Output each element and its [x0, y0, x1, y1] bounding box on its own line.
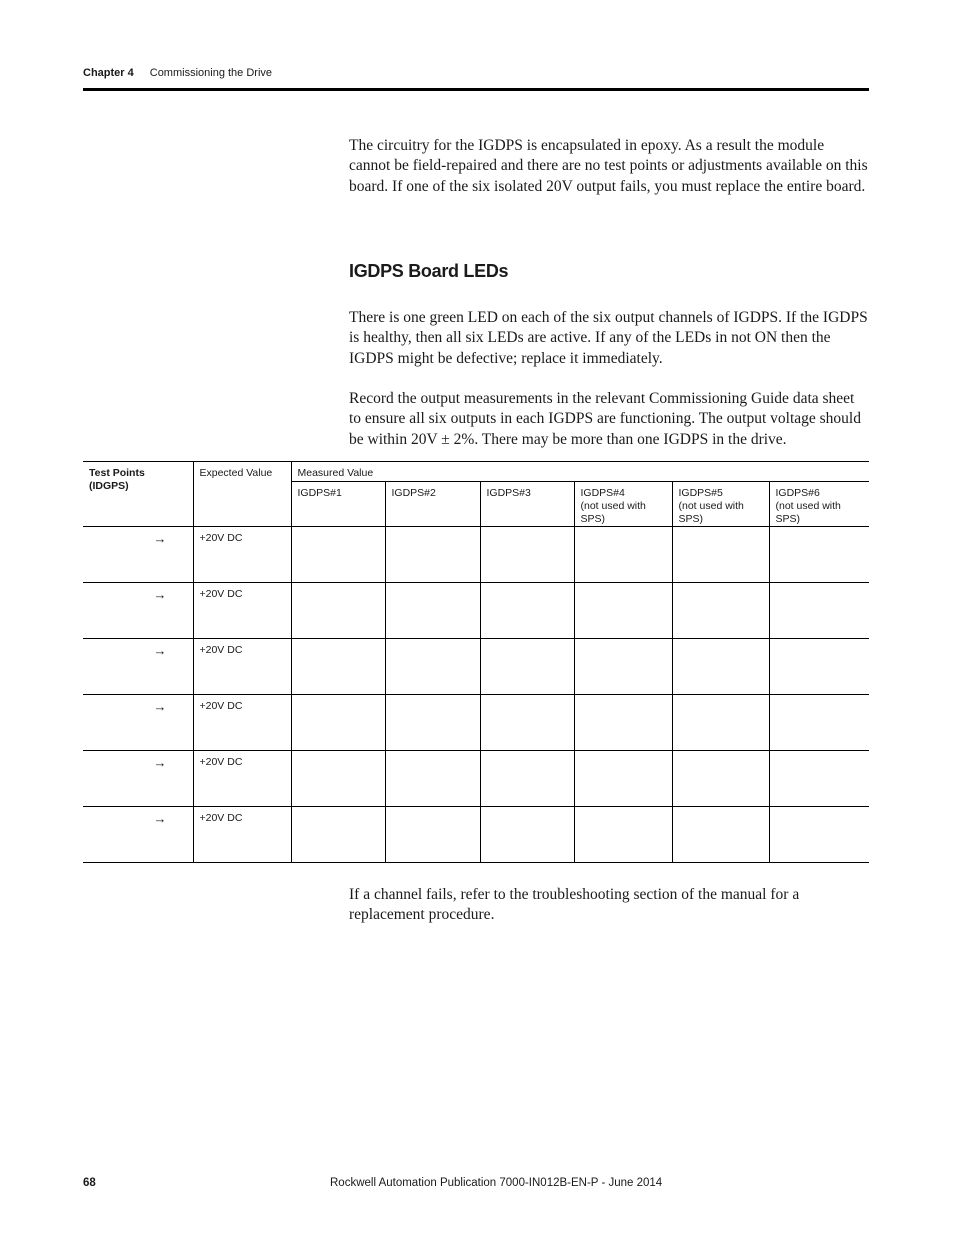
section-title: Commissioning the Drive — [149, 67, 273, 79]
chapter-label: Chapter 4 — [83, 67, 134, 79]
expected-value-cell: +20V DC — [193, 527, 291, 583]
measured-cell — [769, 583, 869, 639]
arrow-right-icon: → — [83, 807, 193, 863]
measured-cell — [574, 751, 672, 807]
page-header — [83, 67, 869, 79]
measured-cell — [574, 583, 672, 639]
measured-cell — [291, 695, 385, 751]
measurement-table — [83, 461, 869, 863]
arrow-right-icon: → — [83, 639, 193, 695]
igdps-column-header: IGDPS#4 (not used with SPS) — [574, 482, 672, 527]
igdps-column-header: IGDPS#3 — [480, 482, 574, 527]
measured-cell — [769, 639, 869, 695]
measured-cell — [480, 807, 574, 863]
measured-cell — [291, 807, 385, 863]
measured-cell — [480, 639, 574, 695]
measured-cell — [480, 583, 574, 639]
igdps-column-header: IGDPS#6 (not used with SPS) — [769, 482, 869, 527]
measured-cell — [672, 751, 769, 807]
measured-cell — [672, 583, 769, 639]
page-number: 68 — [83, 1177, 96, 1189]
measured-value-header: Measured Value — [291, 462, 869, 482]
measured-cell — [291, 751, 385, 807]
measured-cell — [769, 807, 869, 863]
expected-value-cell: +20V DC — [193, 639, 291, 695]
measured-cell — [672, 695, 769, 751]
measured-cell — [385, 751, 480, 807]
arrow-right-icon: → — [83, 751, 193, 807]
expected-value-header: Expected Value — [193, 462, 291, 527]
table-row — [83, 695, 869, 751]
publication-info: Rockwell Automation Publication 7000-IN012B-EN-P - June 2014 — [330, 1177, 663, 1189]
measured-cell — [769, 695, 869, 751]
measured-cell — [480, 751, 574, 807]
measured-cell — [769, 751, 869, 807]
measured-cell — [574, 695, 672, 751]
arrow-right-icon: → — [83, 583, 193, 639]
measured-cell — [291, 527, 385, 583]
table-row — [83, 751, 869, 807]
measured-cell — [574, 807, 672, 863]
arrow-right-icon: → — [83, 695, 193, 751]
measured-cell — [480, 695, 574, 751]
measured-cell — [480, 527, 574, 583]
igdps-column-header: IGDPS#1 — [291, 482, 385, 527]
measured-cell — [672, 807, 769, 863]
measured-cell — [769, 527, 869, 583]
measured-cell — [385, 527, 480, 583]
table-row — [83, 639, 869, 695]
record-paragraph: Record the output measurements in the relevant Commissioning Guide data sheet to ensure all six outputs in each IGDPS are functioning. The output voltage should be within 20V ± 2%. There may be more than one IGDPS in the drive. — [349, 390, 861, 448]
measured-cell — [672, 527, 769, 583]
measured-cell — [291, 583, 385, 639]
expected-value-cell: +20V DC — [193, 583, 291, 639]
expected-value-cell: +20V DC — [193, 751, 291, 807]
closing-paragraph: If a channel fails, refer to the troubleshooting section of the manual for a replacement procedure. — [349, 886, 800, 924]
measured-cell — [385, 807, 480, 863]
measured-cell — [574, 639, 672, 695]
measured-cell — [574, 527, 672, 583]
igdps-column-header: IGDPS#5 (not used with SPS) — [672, 482, 769, 527]
expected-value-cell: +20V DC — [193, 807, 291, 863]
section-heading: IGDPS Board LEDs — [349, 261, 509, 281]
intro-paragraph: The circuitry for the IGDPS is encapsulated in epoxy. As a result the module cannot be field-repaired and there are no test points or adjustments available on this board. If one of the six isolated 20V output fails, you must replace the entire board. — [349, 137, 868, 195]
arrow-right-icon: → — [83, 527, 193, 583]
measured-cell — [385, 639, 480, 695]
test-points-header: Test Points (IDGPS) — [83, 462, 193, 527]
table-row — [83, 583, 869, 639]
measured-cell — [385, 695, 480, 751]
measured-cell — [291, 639, 385, 695]
table-row — [83, 807, 869, 863]
expected-value-cell: +20V DC — [193, 695, 291, 751]
table-row — [83, 527, 869, 583]
measured-cell — [385, 583, 480, 639]
igdps-column-header: IGDPS#2 — [385, 482, 480, 527]
leds-paragraph: There is one green LED on each of the six output channels of IGDPS. If the IGDPS is healthy, then all six LEDs are active. If any of the LEDs in not ON then the IGDPS might be defective; replace it immediately. — [349, 309, 868, 367]
header-rule — [83, 88, 869, 91]
measured-cell — [672, 639, 769, 695]
